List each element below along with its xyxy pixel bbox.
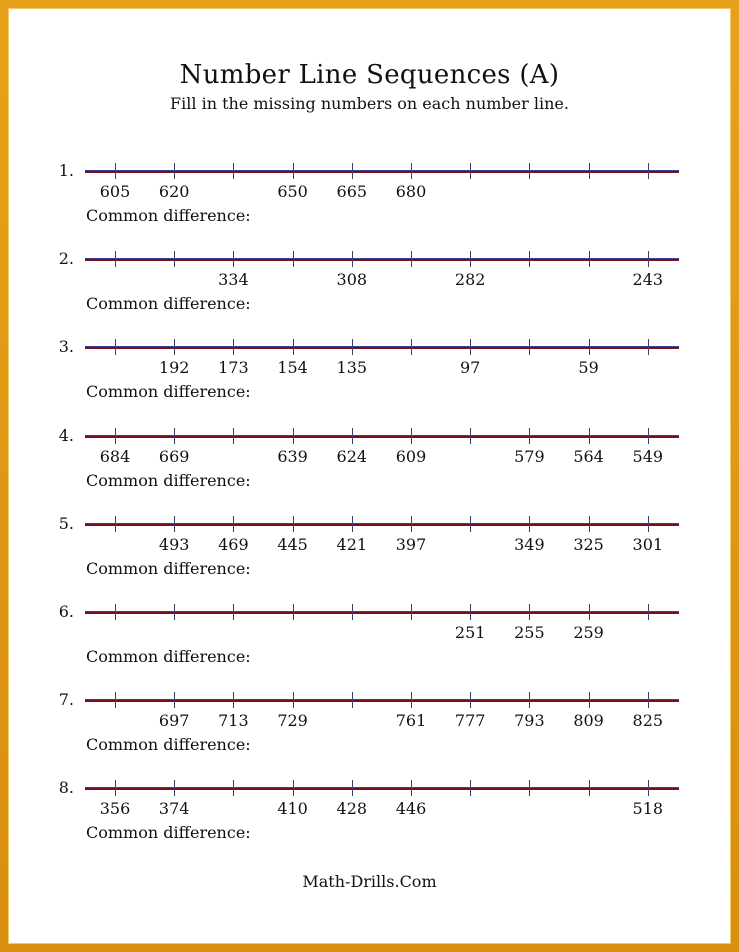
number-line-tick — [174, 604, 175, 620]
number-line-tick — [352, 516, 353, 532]
number-line-tick — [174, 692, 175, 708]
tick-value: 259 — [573, 623, 604, 642]
number-line-tick — [174, 780, 175, 796]
number-line-tick — [648, 780, 649, 796]
number-line-tick — [589, 692, 590, 708]
tick-value: 650 — [277, 182, 308, 201]
tick-value: 620 — [158, 182, 190, 201]
number-line-tick — [233, 692, 234, 708]
tick-value: 624 — [336, 446, 368, 466]
number-line-tick — [115, 251, 116, 267]
tick-value: 135 — [336, 358, 368, 378]
tick-value: 192 — [158, 358, 190, 378]
tick-value: 729 — [277, 711, 308, 731]
number-line-tick — [233, 780, 234, 796]
number-line-tick — [352, 780, 353, 796]
number-line-tick — [352, 339, 353, 355]
number-line-problem — [0, 778, 739, 868]
tick-value: 809 — [573, 711, 604, 731]
number-line-problem — [0, 602, 739, 692]
number-line-tick — [115, 692, 116, 708]
tick-value: 793 — [514, 711, 545, 731]
problem-number: 3. — [58, 337, 74, 357]
number-line-tick — [233, 604, 234, 620]
number-line-tick — [352, 604, 353, 620]
tick-value: 684 — [99, 446, 131, 466]
common-difference-label: Common difference: — [86, 470, 251, 490]
tick-value: 349 — [514, 534, 545, 554]
number-line-tick — [233, 428, 234, 444]
tick-value: 410 — [277, 799, 308, 819]
tick-value: 493 — [158, 534, 190, 554]
number-line-tick — [115, 604, 116, 620]
number-line-problem — [0, 337, 739, 427]
number-line-tick — [648, 604, 649, 620]
number-line-tick — [648, 339, 649, 355]
number-line-tick — [470, 604, 471, 620]
problem-number: 1. — [58, 161, 74, 180]
common-difference-label: Common difference: — [86, 294, 251, 314]
number-line-tick — [589, 339, 590, 355]
tick-value: 59 — [578, 358, 599, 378]
number-line-tick — [529, 163, 530, 179]
number-line-tick — [293, 339, 294, 355]
common-difference-label: Common difference: — [86, 558, 251, 578]
tick-value: 669 — [158, 446, 190, 466]
number-line-tick — [589, 604, 590, 620]
number-line-tick — [174, 251, 175, 267]
number-line-tick — [589, 428, 590, 444]
number-line-tick — [233, 251, 234, 267]
tick-value: 421 — [336, 534, 368, 554]
number-line-tick — [293, 516, 294, 532]
tick-value: 446 — [395, 799, 427, 819]
number-line-tick — [648, 692, 649, 708]
tick-value: 825 — [632, 711, 664, 731]
number-line-tick — [529, 251, 530, 267]
number-line-tick — [174, 339, 175, 355]
number-line-tick — [470, 339, 471, 355]
tick-value: 308 — [336, 270, 368, 290]
tick-value: 445 — [277, 534, 308, 554]
problem-number: 8. — [58, 778, 74, 798]
number-line-tick — [352, 692, 353, 708]
tick-value: 255 — [514, 623, 545, 642]
tick-value: 605 — [99, 182, 131, 201]
number-line-tick — [589, 780, 590, 796]
number-line-problem — [0, 690, 739, 780]
tick-value: 325 — [573, 534, 604, 554]
tick-value: 549 — [632, 446, 664, 466]
number-line-tick — [470, 780, 471, 796]
number-line-tick — [115, 339, 116, 355]
number-line-tick — [115, 780, 116, 796]
tick-value: 518 — [632, 799, 664, 819]
number-line-tick — [470, 516, 471, 532]
number-line-problem — [0, 249, 739, 339]
common-difference-label: Common difference: — [86, 206, 251, 225]
problem-number: 6. — [58, 602, 74, 621]
number-line-tick — [648, 163, 649, 179]
tick-value: 639 — [277, 446, 308, 466]
number-line-tick — [529, 780, 530, 796]
common-difference-label: Common difference: — [86, 647, 251, 666]
number-line-tick — [589, 163, 590, 179]
number-line-tick — [411, 516, 412, 532]
tick-value: 97 — [460, 358, 481, 378]
number-line-tick — [648, 251, 649, 267]
tick-value: 334 — [218, 270, 249, 290]
number-line-tick — [529, 516, 530, 532]
tick-value: 609 — [395, 446, 427, 466]
tick-value: 356 — [99, 799, 131, 819]
number-line-tick — [529, 428, 530, 444]
worksheet-title: Number Line Sequences (A) — [179, 60, 560, 90]
number-line-tick — [529, 604, 530, 620]
number-line-tick — [589, 251, 590, 267]
tick-value: 697 — [158, 711, 190, 731]
tick-value: 282 — [454, 270, 486, 290]
number-line-tick — [529, 339, 530, 355]
number-line-tick — [293, 428, 294, 444]
number-line-tick — [470, 428, 471, 444]
number-line-tick — [115, 516, 116, 532]
number-line-tick — [648, 516, 649, 532]
number-line-tick — [470, 251, 471, 267]
number-line-tick — [470, 163, 471, 179]
tick-value: 397 — [395, 534, 427, 554]
number-line-tick — [411, 604, 412, 620]
common-difference-label: Common difference: — [86, 382, 251, 402]
number-line-tick — [411, 251, 412, 267]
tick-value: 301 — [632, 534, 664, 554]
number-line-tick — [589, 516, 590, 532]
problem-number: 7. — [58, 690, 74, 710]
number-line-tick — [233, 516, 234, 532]
tick-value: 579 — [514, 446, 545, 466]
number-line-tick — [174, 163, 175, 179]
common-difference-label: Common difference: — [86, 823, 251, 843]
tick-value: 665 — [336, 182, 368, 201]
tick-value: 173 — [218, 358, 249, 378]
number-line-tick — [293, 692, 294, 708]
number-line-tick — [293, 251, 294, 267]
number-line-tick — [470, 692, 471, 708]
number-line-tick — [115, 163, 116, 179]
number-line-tick — [293, 780, 294, 796]
tick-value: 713 — [218, 711, 249, 731]
number-line-tick — [411, 428, 412, 444]
number-line-tick — [352, 251, 353, 267]
tick-value: 761 — [395, 711, 427, 731]
number-line-tick — [293, 604, 294, 620]
problem-number: 4. — [58, 425, 74, 445]
tick-value: 154 — [277, 358, 308, 378]
number-line-tick — [233, 163, 234, 179]
number-line-tick — [174, 516, 175, 532]
footer-credit: Math-Drills.Com — [302, 872, 437, 891]
worksheet-instructions: Fill in the missing numbers on each number line. — [170, 94, 569, 113]
tick-value: 428 — [336, 799, 368, 819]
number-line-tick — [293, 163, 294, 179]
number-line-tick — [411, 692, 412, 708]
number-line-tick — [115, 428, 116, 444]
number-line-problem — [0, 513, 739, 604]
tick-value: 564 — [573, 446, 604, 466]
number-line-tick — [352, 163, 353, 179]
tick-value: 469 — [218, 534, 249, 554]
tick-value: 680 — [395, 182, 427, 201]
tick-value: 251 — [454, 623, 486, 642]
tick-value: 243 — [632, 270, 664, 290]
number-line-problem — [0, 425, 739, 516]
number-line-tick — [233, 339, 234, 355]
number-line-tick — [174, 428, 175, 444]
tick-value: 777 — [454, 711, 486, 731]
tick-value: 374 — [158, 799, 190, 819]
number-line-tick — [648, 428, 649, 444]
number-line-tick — [411, 163, 412, 179]
common-difference-label: Common difference: — [86, 735, 251, 755]
problem-number: 5. — [58, 513, 74, 533]
number-line-tick — [411, 780, 412, 796]
number-line-tick — [529, 692, 530, 708]
number-line-tick — [411, 339, 412, 355]
number-line-tick — [352, 428, 353, 444]
problem-number: 2. — [58, 249, 74, 269]
number-line-problem — [0, 161, 739, 251]
